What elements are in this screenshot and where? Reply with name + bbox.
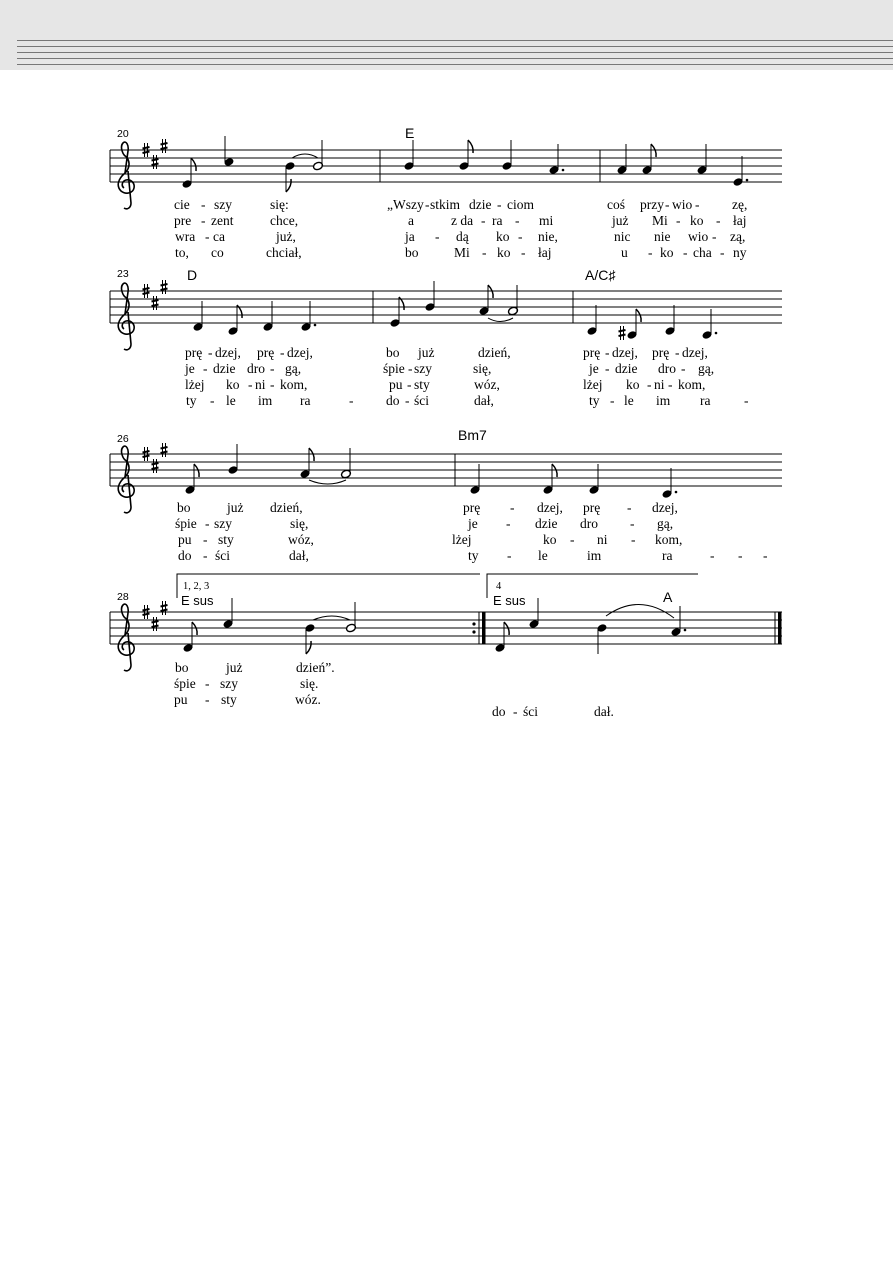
lyrics-verse-4 [186, 393, 749, 408]
lyric-syllable: dzie [213, 361, 236, 376]
lyric-syllable: łaj [733, 213, 747, 228]
chord-symbol: E sus [181, 593, 214, 608]
lyric-syllable: prę [652, 345, 670, 360]
lyrics-verse-4 [492, 704, 614, 719]
notes [184, 444, 677, 499]
lyric-hyphen: - [676, 213, 681, 228]
lyric-syllable: dro [247, 361, 265, 376]
lyric-hyphen: - [763, 548, 768, 563]
lyrics-verse-3 [174, 692, 321, 707]
lyric-syllable: cie [174, 197, 190, 212]
lyric-syllable: ra [700, 393, 711, 408]
lyric-syllable: bo [386, 345, 400, 360]
lyric-syllable: a [408, 213, 414, 228]
lyric-hyphen: - [482, 245, 487, 260]
lyric-syllable: ści [414, 393, 429, 408]
lyric-hyphen: - [744, 393, 749, 408]
lyric-hyphen: - [647, 377, 652, 392]
lyric-hyphen: - [665, 197, 670, 212]
lyric-syllable: już [612, 213, 629, 228]
lyric-hyphen: - [675, 345, 680, 360]
lyric-syllable: kom, [280, 377, 308, 392]
measure-number: 28 [117, 591, 129, 603]
lyric-syllable: coś [607, 197, 625, 212]
lyric-syllable: śpie [175, 516, 197, 531]
lyric-syllable: kom, [655, 532, 683, 547]
staff-lines [110, 150, 782, 182]
lyric-hyphen: - [710, 548, 715, 563]
lyric-syllable: ni [255, 377, 266, 392]
lyric-syllable: do [386, 393, 400, 408]
lyric-syllable: dzej, [215, 345, 241, 360]
lyric-syllable: kom, [678, 377, 706, 392]
lyric-hyphen: - [738, 548, 743, 563]
lyric-syllable: chce, [270, 213, 299, 228]
lyrics-verse-2 [175, 516, 673, 531]
chord-symbol: D [187, 267, 198, 283]
key-signature [143, 139, 168, 169]
lyric-syllable: ra [300, 393, 311, 408]
measure-number: 20 [117, 128, 129, 140]
lyric-hyphen: - [205, 229, 210, 244]
lyric-syllable: ni [654, 377, 665, 392]
lyric-syllable: do [492, 704, 506, 719]
lyric-syllable: prę [463, 500, 481, 515]
lyric-hyphen: - [425, 197, 430, 212]
repeat-barline [482, 612, 486, 644]
lyric-syllable: już [227, 500, 244, 515]
lyric-syllable: pu [174, 692, 188, 707]
treble-clef-icon [118, 283, 134, 350]
lyric-syllable: nie [654, 229, 671, 244]
lyric-syllable: ko [497, 245, 511, 260]
chord-symbol: E [405, 125, 415, 141]
lyric-syllable: dą [456, 229, 469, 244]
lyric-syllable: dzień, [478, 345, 511, 360]
lyric-syllable: „Wszy [387, 197, 424, 212]
lyric-syllable: pu [178, 532, 192, 547]
lyric-syllable: się. [300, 676, 319, 691]
lyric-syllable: wóz, [288, 532, 314, 547]
lyric-hyphen: - [205, 692, 210, 707]
lyric-syllable: le [226, 393, 236, 408]
lyrics-verse-3 [175, 229, 745, 244]
lyric-hyphen: - [605, 345, 610, 360]
lyric-syllable: ra [492, 213, 503, 228]
measure-number: 23 [117, 268, 129, 280]
lyric-syllable: wio [688, 229, 709, 244]
lyrics-verse-4 [178, 548, 768, 563]
lyric-syllable: zą, [730, 229, 746, 244]
lyric-hyphen: - [205, 676, 210, 691]
lyric-syllable: ca [213, 229, 225, 244]
lyrics-verse-1 [175, 660, 335, 675]
lyric-hyphen: - [668, 377, 673, 392]
lyrics-verse-3 [178, 532, 682, 547]
lyric-syllable: im [587, 548, 602, 563]
lyric-syllable: się, [473, 361, 492, 376]
chord-symbol: A/C♯ [585, 267, 616, 283]
lyric-syllable: dzej, [537, 500, 563, 515]
lyric-syllable: mi [539, 213, 554, 228]
lyric-syllable: prę [185, 345, 203, 360]
lyric-syllable: dzej, [287, 345, 313, 360]
lyric-syllable: bo [177, 500, 191, 515]
staff-lines [110, 612, 782, 644]
lyric-syllable: dzień”. [296, 660, 335, 675]
lyric-syllable: szy [220, 676, 238, 691]
lyric-syllable: pre [174, 213, 192, 228]
lyric-hyphen: - [521, 245, 526, 260]
lyric-syllable: cha [693, 245, 712, 260]
lyric-syllable: to, [175, 245, 189, 260]
lyric-syllable: ko [226, 377, 240, 392]
ending-label: 4 [496, 581, 502, 592]
lyric-syllable: dro [658, 361, 676, 376]
lyric-syllable: dzie [469, 197, 492, 212]
notes [192, 281, 717, 340]
lyric-syllable: już [418, 345, 435, 360]
lyric-syllable: dzie [615, 361, 638, 376]
lyric-syllable: im [258, 393, 273, 408]
measure-number: 26 [117, 433, 129, 445]
key-signature [143, 443, 168, 473]
lyric-hyphen: - [203, 361, 208, 376]
lyrics-verse-2 [174, 213, 747, 228]
lyric-syllable: szy [214, 516, 232, 531]
lyric-hyphen: - [203, 532, 208, 547]
lyric-syllable: wra [175, 229, 196, 244]
lyric-syllable: gą, [698, 361, 715, 376]
lyric-hyphen: - [648, 245, 653, 260]
lyric-hyphen: - [681, 361, 686, 376]
lyric-syllable: dał, [289, 548, 309, 563]
treble-clef-icon [118, 604, 134, 671]
lyric-syllable: u [621, 245, 628, 260]
lyric-syllable: dzej, [612, 345, 638, 360]
lyrics-verse-4 [175, 245, 747, 260]
lyric-syllable: stkim [430, 197, 461, 212]
lyric-syllable: dro [580, 516, 598, 531]
lyric-syllable: dzień, [270, 500, 303, 515]
lyric-syllable: ty [589, 393, 600, 408]
lyric-syllable: ko [543, 532, 557, 547]
lyric-syllable: wóz. [295, 692, 321, 707]
lyric-syllable: dał. [594, 704, 614, 719]
staff-lines [110, 291, 782, 323]
lyric-syllable: już [226, 660, 243, 675]
lyric-syllable: lżej [185, 377, 205, 392]
lyric-syllable: ści [523, 704, 538, 719]
lyric-syllable: z da [451, 213, 474, 228]
volta-brackets [177, 574, 698, 598]
lyric-hyphen: - [716, 213, 721, 228]
lyric-syllable: gą, [285, 361, 302, 376]
lyric-syllable: gą, [657, 516, 674, 531]
lyric-hyphen: - [407, 377, 412, 392]
lyric-hyphen: - [270, 361, 275, 376]
lyric-syllable: je [468, 516, 478, 531]
lyric-hyphen: - [610, 393, 615, 408]
treble-clef-icon [118, 446, 134, 513]
lyric-syllable: je [185, 361, 195, 376]
lyric-syllable: wóz, [474, 377, 500, 392]
lyric-syllable: sty [218, 532, 234, 547]
lyric-hyphen: - [712, 229, 717, 244]
lyric-syllable: ko [690, 213, 704, 228]
lyrics-verse-3 [185, 377, 705, 392]
lyric-syllable: dzej, [682, 345, 708, 360]
lyric-syllable: bo [405, 245, 419, 260]
lyric-hyphen: - [248, 377, 253, 392]
lyric-syllable: śpie [383, 361, 405, 376]
lyric-syllable: pu [389, 377, 403, 392]
chord-symbol: A [663, 589, 673, 605]
lyric-hyphen: - [605, 361, 610, 376]
lyric-hyphen: - [203, 548, 208, 563]
lyric-syllable: nic [614, 229, 631, 244]
lyric-syllable: nie, [538, 229, 558, 244]
lyric-syllable: im [656, 393, 671, 408]
lyric-hyphen: - [630, 516, 635, 531]
lyric-syllable: co [211, 245, 224, 260]
lyric-syllable: się: [270, 197, 289, 212]
lyric-hyphen: - [507, 548, 512, 563]
lyric-syllable: ja [405, 229, 415, 244]
lyric-hyphen: - [201, 213, 206, 228]
lyric-syllable: je [589, 361, 599, 376]
lyric-syllable: bo [175, 660, 189, 675]
lyric-hyphen: - [515, 213, 520, 228]
lyric-hyphen: - [205, 516, 210, 531]
lyric-syllable: le [624, 393, 634, 408]
lyric-syllable: dał, [474, 393, 494, 408]
chord-symbol: Bm7 [458, 427, 487, 443]
lyric-hyphen: - [570, 532, 575, 547]
lyric-hyphen: - [720, 245, 725, 260]
lyric-hyphen: - [513, 704, 518, 719]
lyric-syllable: ciom [507, 197, 534, 212]
lyric-hyphen: - [408, 361, 413, 376]
lyric-syllable: już, [276, 229, 296, 244]
lyric-hyphen: - [695, 197, 700, 212]
lyric-hyphen: - [349, 393, 354, 408]
lyric-syllable: śpie [174, 676, 196, 691]
final-barline [778, 612, 782, 644]
lyric-syllable: prę [257, 345, 275, 360]
lyric-syllable: lżej [583, 377, 603, 392]
lyrics-verse-1 [174, 197, 747, 212]
lyric-hyphen: - [405, 393, 410, 408]
lyric-syllable: zent [211, 213, 234, 228]
lyric-syllable: ty [186, 393, 197, 408]
lyric-syllable: do [178, 548, 192, 563]
staff-lines [110, 454, 782, 486]
lyric-syllable: sty [414, 377, 430, 392]
ending-label: 1, 2, 3 [183, 581, 210, 592]
lyric-syllable: łaj [538, 245, 552, 260]
lyric-hyphen: - [435, 229, 440, 244]
notes [181, 136, 748, 192]
lyric-hyphen: - [518, 229, 523, 244]
lyric-syllable: prę [583, 500, 601, 515]
lyrics-verse-2 [184, 361, 714, 376]
lyric-syllable: ko [496, 229, 510, 244]
lyric-syllable: lżej [452, 532, 472, 547]
lyric-syllable: Mi [454, 245, 470, 260]
treble-clef-icon [118, 142, 134, 209]
lyric-hyphen: - [506, 516, 511, 531]
lyric-syllable: dzie [535, 516, 558, 531]
lyric-syllable: wio [672, 197, 693, 212]
lyric-hyphen: - [270, 377, 275, 392]
lyric-syllable: ra [662, 548, 673, 563]
lyric-syllable: dzej, [652, 500, 678, 515]
lyric-syllable: przy [640, 197, 664, 212]
lyric-syllable: szy [414, 361, 432, 376]
lyric-syllable: ni [597, 532, 608, 547]
lyric-syllable: zę, [732, 197, 748, 212]
key-signature [143, 601, 168, 631]
lyric-syllable: ko [626, 377, 640, 392]
lyric-hyphen: - [201, 197, 206, 212]
lyric-hyphen: - [280, 345, 285, 360]
lyric-hyphen: - [683, 245, 688, 260]
lyric-hyphen: - [497, 197, 502, 212]
lyric-hyphen: - [510, 500, 515, 515]
chord-symbol: E sus [493, 593, 526, 608]
lyric-hyphen: - [627, 500, 632, 515]
notes [182, 598, 686, 654]
system-3 [110, 427, 782, 563]
key-signature [143, 280, 168, 310]
lyric-syllable: le [538, 548, 548, 563]
lyric-syllable: chciał, [266, 245, 302, 260]
lyric-syllable: ko [660, 245, 674, 260]
system-2 [110, 267, 782, 408]
lyrics-verse-2 [174, 676, 318, 691]
system-4 [110, 574, 782, 719]
lyric-syllable: prę [583, 345, 601, 360]
lyrics-verse-1 [177, 500, 678, 515]
lyric-syllable: Mi [652, 213, 668, 228]
lyric-syllable: sty [221, 692, 237, 707]
lyric-syllable: szy [214, 197, 232, 212]
lyric-syllable: ści [215, 548, 230, 563]
lyric-hyphen: - [208, 345, 213, 360]
lyrics-verse-1 [185, 345, 708, 360]
lyric-syllable: ny [733, 245, 747, 260]
lyric-hyphen: - [631, 532, 636, 547]
system-1 [110, 125, 782, 260]
lyric-hyphen: - [481, 213, 486, 228]
lyric-syllable: się, [290, 516, 309, 531]
lyric-syllable: ty [468, 548, 479, 563]
lyric-hyphen: - [210, 393, 215, 408]
